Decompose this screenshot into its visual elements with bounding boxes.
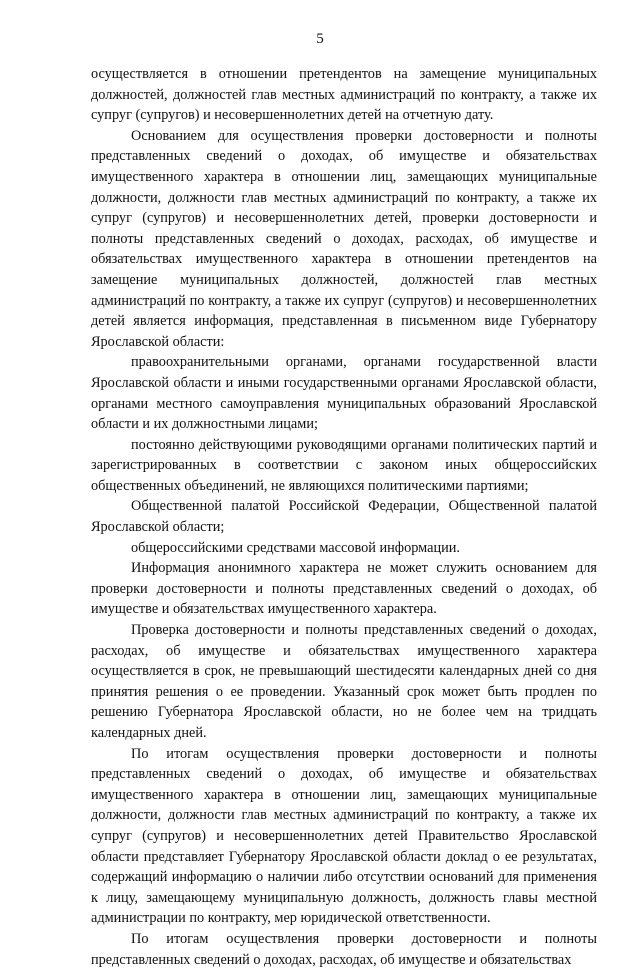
document-body [91, 64, 597, 970]
paragraph-political-parties: постоянно действующими руководящими органами политических партий и зарегистрированных в соответствии с законом иных общероссийских общественных объединений, не являющихся политическими партиями; [91, 436, 597, 494]
paragraph-verification-results: По итогам осуществления проверки достоверности и полноты представленных сведений о доходах, об имуществе и обязательствах имущественного характера в отношении лиц, замещающих муниципальные должности, должности глав местных администраций по контракту, а также их супруг (супругов) и несовершеннолетних детей Правительство Ярославской области представляет Губернатору Ярославской области доклад о ее результатах, содержащий информацию о наличии либо отсутствии оснований для применения к лицу, замещающему муниципальную должность, должность главы местной администрации по контракту, мер юридической ответственности. [91, 745, 597, 927]
paragraph-verification-results-candidates: По итогам осуществления проверки достоверности и полноты представленных сведений о доходах, расходах, об имуществе и обязательствах [91, 930, 597, 968]
paragraph-public-chamber: Общественной палатой Российской Федерации, Общественной палатой Ярославской области; [91, 498, 597, 536]
paragraph-anonymous-info: Информация анонимного характера не может служить основанием для проверки достоверности и полноты представленных сведений о доходах, об имуществе и обязательствах имущественного характера. [91, 560, 597, 618]
paragraph-basis: Основанием для осуществления проверки достоверности и полноты представленных сведений о доходах, об имуществе и обязательствах имущественного характера в отношении лиц, замещающих муниципальные должности, должности глав местных администраций по контракту, а также их супруг (супругов) и несовершеннолетних детей, проверки достоверности и полноты представленных сведений о доходах, расходах, об имуществе и обязательствах имущественного характера в отношении претендентов на замещение муниципальных должностей, должностей глав местных администраций по контракту, а также их супруг (супругов) и несовершеннолетних детей является информация, представленная в письменном виде Губернатору Ярославской области: [91, 127, 597, 350]
paragraph-verification-term: Проверка достоверности и полноты представленных сведений о доходах, расходах, об имуществе и обязательствах имущественного характера осуществляется в срок, не превышающий шестидесяти календарных дней со дня принятия решения о ее проведении. Указанный срок может быть продлен по решению Губернатора Ярославской области, но не более чем на тридцать календарных дней. [91, 622, 597, 741]
paragraph-mass-media: общероссийскими средствами массовой информации. [131, 539, 460, 556]
page-number: 5 [316, 31, 324, 47]
paragraph-law-enforcement: правоохранительными органами, органами государственной власти Ярославской области и иными государственными органами Ярославской области, органами местного самоуправления муниципальных образований Ярославской области и их должностными лицами; [91, 354, 597, 433]
paragraph-continuation: осуществляется в отношении претендентов на замещение муниципальных должностей, должностей глав местных администраций по контракту, а также их супруг (супругов) и несовершеннолетних детей на отчетную дату. [91, 66, 597, 124]
